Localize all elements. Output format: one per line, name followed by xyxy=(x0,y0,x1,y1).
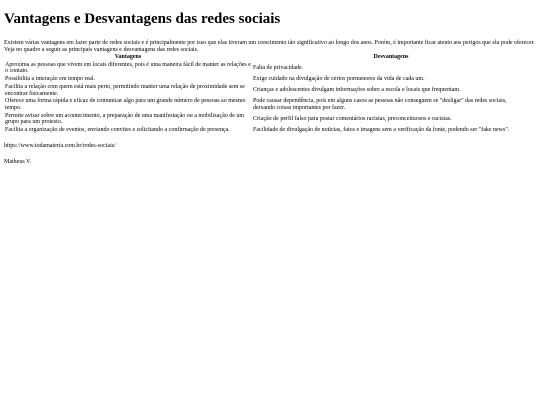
comparison-table xyxy=(4,54,530,134)
table-row xyxy=(4,112,530,126)
cell-desvantagem: Exige cuidado na divulgação de certos pormenores da vida de cada um. xyxy=(253,76,425,83)
header-desvantagens: Desvantagens xyxy=(373,54,409,61)
table-row xyxy=(4,83,530,97)
cell-vantagem: Oferece uma forma rápida e eficaz de comunicar algo para um grande número de pessoas ao mesmo tempo. xyxy=(5,98,246,111)
page-title: Vantagens e Desvantagens das redes sociais xyxy=(4,11,281,27)
cell-vantagem: Possibilita a interação em tempo real. xyxy=(5,76,95,83)
document-page xyxy=(0,0,540,166)
table-row xyxy=(4,126,530,134)
cell-desvantagem: Facilidade de divulgação de notícias, fatos e imagens sem a verificação da fonte, podendo ser "fake news". xyxy=(253,127,510,134)
author-name: Matheus V. xyxy=(4,159,32,166)
cell-desvantagem: Crianças e adolescentes divulgam informações sobre a escola e locais que frequentam. xyxy=(253,87,461,94)
header-vantagens: Vantagens xyxy=(114,54,142,61)
table-row xyxy=(4,76,530,84)
cell-vantagem: Facilita a organização de eventos, enviando convites e solicitando a confirmação de presença. xyxy=(5,127,230,134)
cell-desvantagem: Criação de perfil falso para postar comentários racistas, preconceituosos e racistas. xyxy=(253,115,452,122)
cell-vantagem: Facilita a relação com quem está mais perto, permitindo manter uma relação de proximidade sem se encontrar fisicamente. xyxy=(5,83,245,97)
source-link-text: https://www.todamateria.com.br/redes-sociais/ xyxy=(4,143,116,150)
cell-desvantagem: Falta de privacidade. xyxy=(253,65,304,72)
intro-paragraph: Existem várias vantagens em fazer parte de redes sociais e é principalmente por isso que elas tiveram um crescimento tão significativo ao longo dos anos. Porém, é importante ficar atento aos perigos que ela pode oferecer. Veja no quadro a seguir as principais vantagens e desvantagens das redes sociais. xyxy=(4,40,535,53)
table-row xyxy=(4,98,530,112)
cell-desvantagem: Pode causar dependência, pois em alguns casos as pessoas não conseguem se "desligar" das redes sociais, deixando coisas importantes por fazer. xyxy=(253,98,507,111)
cell-vantagem: Aproxima as pessoas que vivem em locais diferentes, pois é uma maneira fácil de manter as relações e o contato. xyxy=(5,61,251,75)
table-row xyxy=(4,61,530,75)
cell-vantagem: Permite avisar sobre um acontecimento, a preparação de uma manifestação ou a mobilização de um grupo para um protesto. xyxy=(5,112,245,126)
table-header-row xyxy=(4,54,530,61)
